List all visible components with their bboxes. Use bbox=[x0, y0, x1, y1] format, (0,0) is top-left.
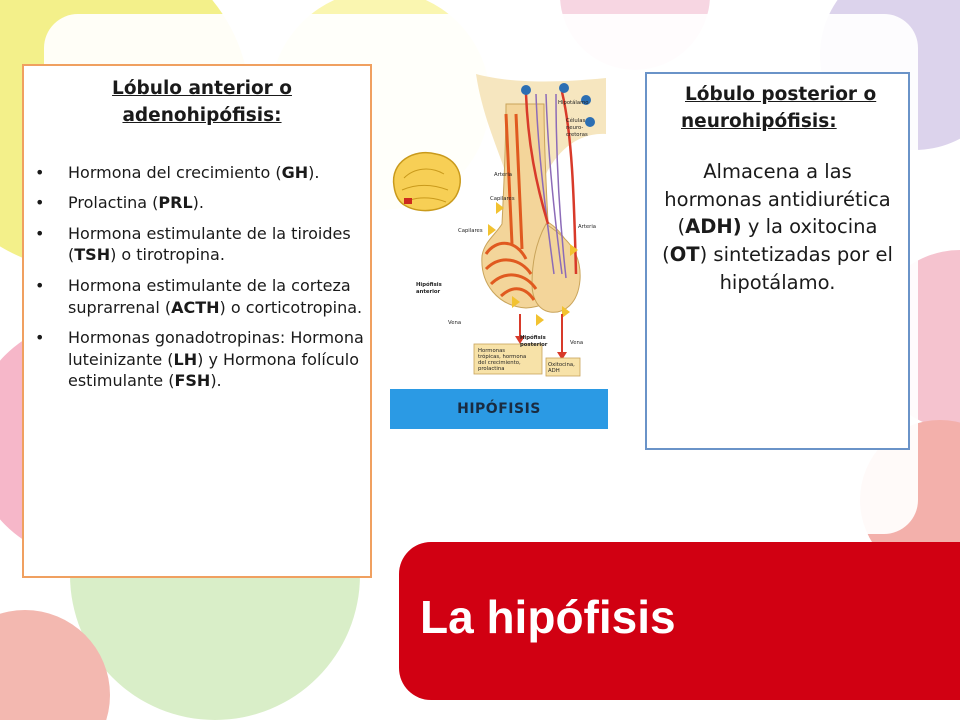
pituitary-diagram bbox=[386, 74, 608, 386]
list-item: • Hormona del crecimiento (GH). bbox=[68, 162, 364, 184]
label-arteria-2: Arteria bbox=[578, 224, 597, 230]
label-hipofisis-anterior: Hipófisis bbox=[416, 282, 442, 288]
label-vena-2: Vena bbox=[570, 340, 584, 346]
page-title: La hipófisis bbox=[420, 591, 676, 643]
label-capilares-2: Capilares bbox=[458, 228, 483, 234]
posterior-lobe-title: Lóbulo posterior o neurohipófisis: bbox=[681, 84, 877, 132]
label-hipofisis-posterior-2: posterior bbox=[520, 342, 548, 348]
list-item: • Hormonas gonadotropinas: Hormona luteinizante (LH) y Hormona folículo estimulante (FSH). bbox=[68, 327, 364, 392]
label-hipofisis-posterior: Hipófisis bbox=[520, 335, 546, 341]
label-oxitocina-2: ADH bbox=[548, 368, 560, 374]
list-item: • Hormona estimulante de la tiroides (TSH) o tirotropina. bbox=[68, 223, 364, 266]
anterior-hormone-list bbox=[24, 162, 370, 392]
label-hormonas-4: prolactina bbox=[478, 366, 505, 372]
label-hormonas-3: del crecimiento, bbox=[478, 360, 521, 366]
label-celulas-3: cretoras bbox=[566, 132, 588, 138]
label-celulas: Células bbox=[566, 118, 586, 124]
posterior-lobe-box bbox=[645, 72, 910, 450]
label-capilares: Capilares bbox=[490, 196, 515, 202]
label-arteria: Arteria bbox=[494, 172, 513, 178]
list-item: • Hormona estimulante de la corteza suprarrenal (ACTH) o corticotropina. bbox=[68, 275, 364, 318]
diagram-caption: HIPÓFISIS bbox=[390, 389, 608, 429]
label-hormonas-2: trópicas, hormona bbox=[478, 354, 527, 360]
list-item: • Prolactina (PRL). bbox=[68, 192, 364, 214]
label-celulas-2: neuro- bbox=[566, 125, 584, 131]
label-oxitocina: Oxitocina, bbox=[548, 362, 575, 368]
anterior-lobe-title: Lóbulo anterior o adenohipófisis: bbox=[112, 78, 292, 126]
brain-icon bbox=[394, 153, 461, 211]
label-vena: Vena bbox=[448, 320, 462, 326]
label-hipofisis-anterior-2: anterior bbox=[416, 289, 441, 295]
label-hipotalamo: Hipotálamo bbox=[558, 100, 589, 106]
posterior-lobe-description: Almacena a las hormonas antidiurética (ADH) y la oxitocina (OT) sintetizadas por el hipotálamo. bbox=[662, 159, 893, 295]
anterior-lobe-box bbox=[22, 64, 372, 578]
label-hormonas: Hormonas bbox=[478, 348, 506, 354]
